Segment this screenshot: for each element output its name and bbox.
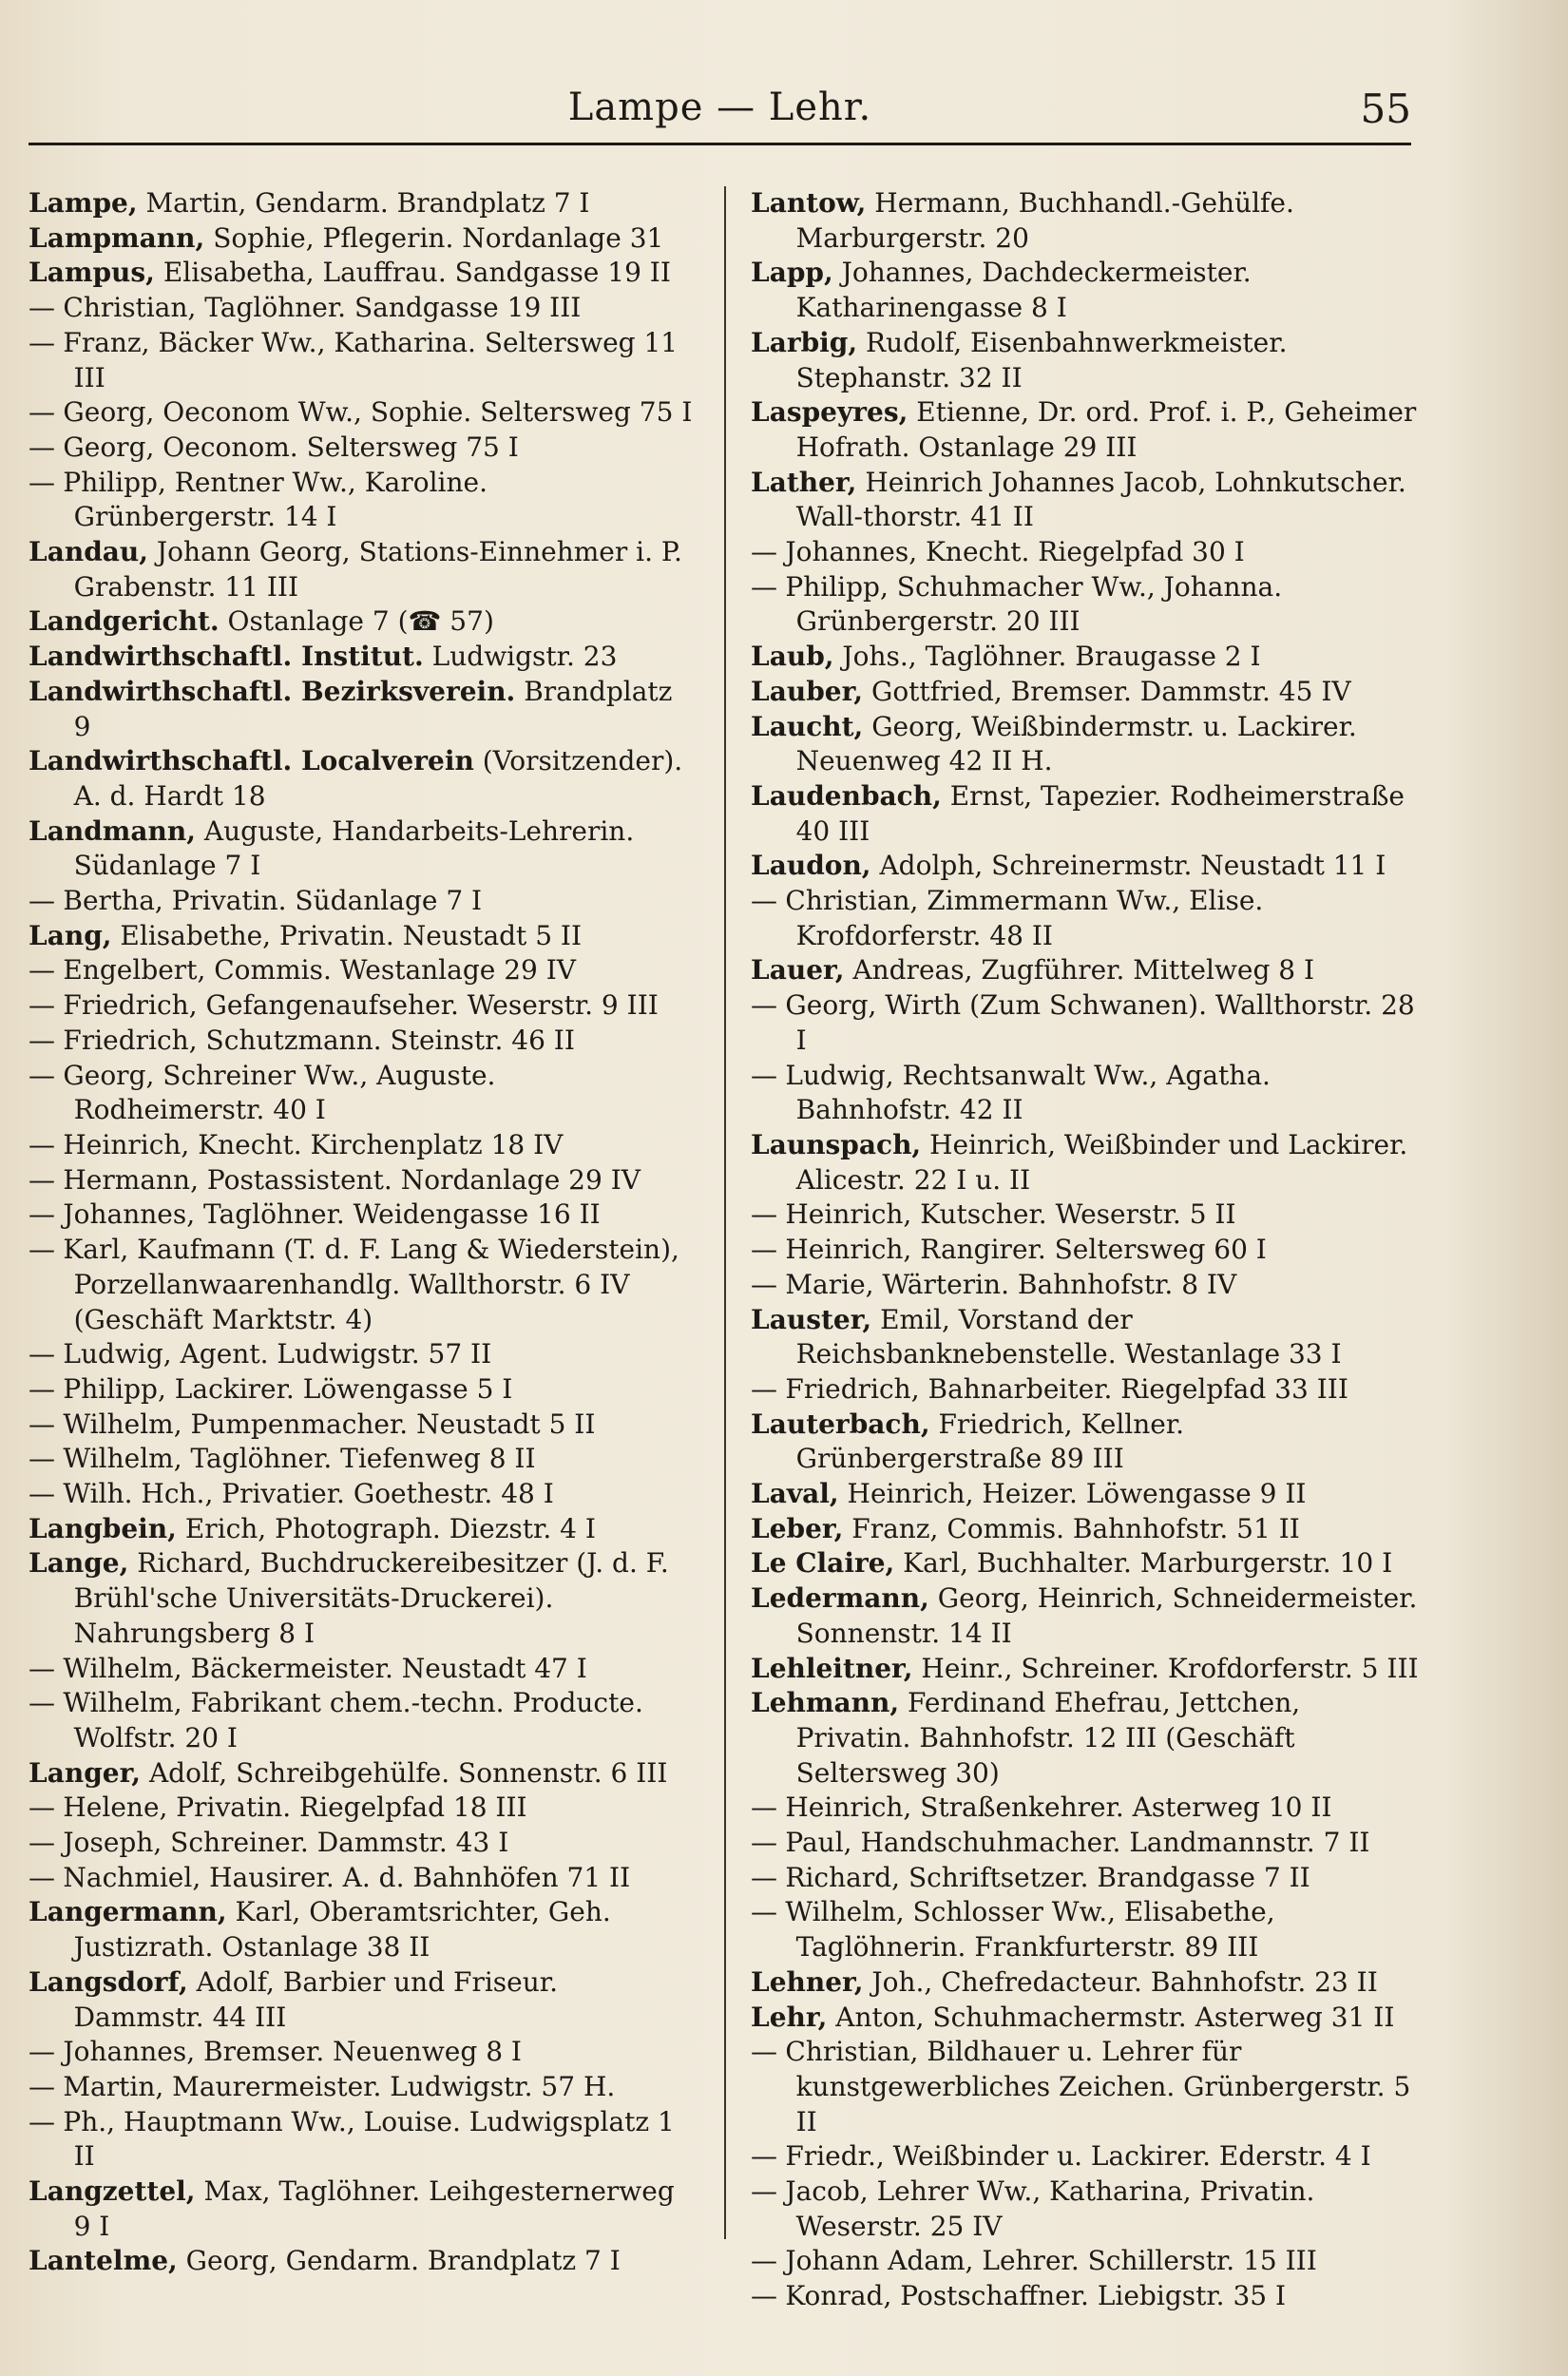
entry-details: Richard, Buchdruckereibesitzer (J. d. F. Brühl'sche Universitäts-Druckerei). Nahrungsberg 8 I (73, 1547, 669, 1649)
directory-entry (751, 535, 1421, 570)
entry-repeat-dash: — (29, 1792, 55, 1824)
directory-entry (29, 1652, 694, 1687)
entry-details: Wilhelm, Fabrikant chem.-techn. Producte. Wolfstr. 20 I (63, 1687, 643, 1753)
entry-surname: Lampe, (29, 187, 138, 219)
entry-repeat-dash: — (29, 1687, 55, 1719)
directory-entry (751, 1546, 1421, 1581)
directory-entry (751, 884, 1421, 953)
entry-details: Joh., Chefredacteur. Bahnhofstr. 23 II (871, 1965, 1378, 1998)
entry-details: Franz, Bäcker Ww., Katharina. Seltersweg 11 III (63, 326, 679, 393)
entry-surname: Lantow, (751, 187, 867, 219)
directory-entry (29, 1686, 694, 1755)
entry-details: Rudolf, Eisenbahnwerkmeister. Stephanstr. 32 II (795, 326, 1288, 393)
directory-entry (751, 395, 1421, 465)
directory-entry (751, 1581, 1421, 1651)
entry-details: Karl, Buchhalter. Marburgerstr. 10 I (903, 1547, 1393, 1580)
entry-details: Friedr., Weißbinder u. Lackirer. Ederstr. 4 I (785, 2140, 1371, 2173)
entry-details: Richard, Schriftsetzer. Brandgasse 7 II (785, 1861, 1310, 1893)
directory-entry (29, 1442, 694, 1477)
entry-details: Heinr., Schreiner. Krofdorferstr. 5 III (921, 1652, 1419, 1684)
entry-details: Heinrich Johannes Jacob, Lohnkutscher. Wall-thorstr. 41 II (795, 466, 1406, 533)
entry-repeat-dash: — (29, 1861, 55, 1893)
directory-entry (29, 1372, 694, 1408)
entry-repeat-dash: — (751, 989, 777, 1022)
entry-surname: Laudon, (751, 850, 871, 882)
directory-entry (751, 466, 1421, 535)
directory-entry (751, 1372, 1421, 1408)
entry-surname: Laspeyres, (751, 396, 908, 429)
directory-entry (29, 1826, 694, 1861)
directory-entry (29, 1128, 694, 1163)
entry-repeat-dash: — (29, 1408, 55, 1440)
directory-entry (751, 1059, 1421, 1128)
entry-details: Andreas, Zugführer. Mittelweg 8 I (852, 954, 1315, 987)
entry-details: Heinrich, Rangirer. Seltersweg 60 I (785, 1234, 1267, 1266)
entry-details: Joseph, Schreiner. Dammstr. 43 I (63, 1827, 509, 1859)
entry-details: Georg, Oeconom. Seltersweg 75 I (63, 431, 519, 463)
entry-details: Georg, Heinrich, Schneidermeister. Sonnenstr. 14 II (795, 1582, 1418, 1649)
directory-entry (29, 1861, 694, 1896)
entry-details: Georg, Wirth (Zum Schwanen). Wallthorstr. 28 I (785, 989, 1415, 1056)
entry-details: Paul, Handschuhmacher. Landmannstr. 7 II (785, 1827, 1370, 1859)
entry-details: Etienne, Dr. ord. Prof. i. P., Geheimer Hofrath. Ostanlage 29 III (795, 396, 1417, 463)
entry-details: Auguste, Handarbeits-Lehrerin. Südanlage 7 I (73, 814, 635, 882)
entry-repeat-dash: — (751, 2036, 777, 2068)
entry-surname: Lange, (29, 1547, 129, 1580)
entry-repeat-dash: — (29, 1198, 55, 1231)
entry-details: Georg, Oeconom Ww., Sophie. Seltersweg 75 I (63, 396, 693, 429)
entry-repeat-dash: — (29, 466, 55, 498)
entry-surname: Langermann, (29, 1896, 227, 1928)
entry-surname: Lapp, (751, 257, 833, 289)
entry-details: Adolf, Schreibgehülfe. Sonnenstr. 6 III (148, 1756, 668, 1789)
entry-details: Adolph, Schreinermstr. Neustadt 11 I (879, 850, 1386, 882)
entry-surname: Landwirthschaftl. Institut. (29, 641, 424, 673)
entry-repeat-dash: — (29, 2105, 55, 2137)
entry-details: Johannes, Bremser. Neuenweg 8 I (63, 2036, 522, 2068)
entry-repeat-dash: — (29, 1128, 55, 1160)
entry-details: Sophie, Pflegerin. Nordanlage 31 (213, 221, 664, 254)
directory-entry (29, 1546, 694, 1651)
entry-repeat-dash: — (29, 1478, 55, 1510)
entry-details: Johannes, Knecht. Riegelpfad 30 I (785, 536, 1245, 568)
directory-entry (29, 1791, 694, 1826)
entry-repeat-dash: — (29, 1059, 55, 1091)
entry-surname: Laval, (751, 1478, 839, 1510)
entry-details: Karl, Kaufmann (T. d. F. Lang & Wiederstein), Porzellanwaarenhandlg. Wallthorstr. 6 IV (Geschäft Marktstr. 4) (63, 1234, 679, 1335)
entry-repeat-dash: — (29, 326, 55, 358)
entry-repeat-dash: — (29, 1234, 55, 1266)
directory-entry (751, 1128, 1421, 1198)
directory-entry (29, 884, 694, 919)
entry-details: Friedrich, Kellner. Grünbergerstraße 89 III (795, 1408, 1185, 1475)
entry-details: Max, Taglöhner. Leihgesternerweg 9 I (73, 2175, 675, 2242)
entry-details: Wilhelm, Taglöhner. Tiefenweg 8 II (63, 1443, 536, 1475)
directory-entry (751, 1408, 1421, 1477)
directory-entry (751, 256, 1421, 325)
directory-entry (751, 326, 1421, 395)
directory-entry (29, 814, 694, 884)
entry-details: Bertha, Privatin. Südanlage 7 I (63, 885, 483, 917)
entry-details: Hermann, Postassistent. Nordanlage 29 IV (63, 1163, 641, 1196)
entry-surname: Langer, (29, 1756, 142, 1789)
directory-entry (751, 1861, 1421, 1896)
entry-repeat-dash: — (29, 1372, 55, 1405)
entry-details: Engelbert, Commis. Westanlage 29 IV (63, 954, 577, 987)
entry-details: Johannes, Dachdeckermeister. Katharinengasse 8 I (795, 257, 1252, 324)
entry-surname: Ledermann, (751, 1582, 929, 1615)
entry-surname: Landgericht. (29, 605, 220, 638)
directory-entry (751, 2279, 1421, 2314)
left-column (29, 186, 694, 2279)
entry-surname: Lauterbach, (751, 1408, 930, 1440)
directory-entry (29, 744, 694, 814)
entry-repeat-dash: — (29, 2070, 55, 2102)
entry-details: Christian, Zimmermann Ww., Elise. Krofdorferstr. 48 II (785, 885, 1264, 951)
entry-details: Elisabethe, Privatin. Neustadt 5 II (120, 919, 583, 951)
directory-entry (29, 675, 694, 744)
directory-entry (29, 1198, 694, 1233)
entry-repeat-dash: — (29, 2036, 55, 2068)
directory-entry (751, 675, 1421, 710)
directory-entry (29, 395, 694, 431)
entry-details: Johann Georg, Stations-Einnehmer i. P. Grabenstr. 11 III (73, 536, 682, 603)
directory-entry (751, 2035, 1421, 2139)
entry-repeat-dash: — (751, 1234, 777, 1266)
directory-entry (29, 2035, 694, 2070)
entry-details: Georg, Gendarm. Brandplatz 7 I (185, 2245, 621, 2277)
entry-details: Franz, Commis. Bahnhofstr. 51 II (851, 1512, 1300, 1544)
directory-entry (29, 604, 694, 640)
entry-surname: Landwirthschaftl. Localverein (29, 745, 474, 777)
directory-entry (29, 1895, 694, 1964)
entry-surname: Lauber, (751, 675, 864, 707)
entry-repeat-dash: — (29, 1024, 55, 1056)
directory-entry (751, 2244, 1421, 2279)
directory-entry (751, 1303, 1421, 1372)
entry-details: Marie, Wärterin. Bahnhofstr. 8 IV (785, 1268, 1237, 1300)
entry-details: Wilh. Hch., Privatier. Goethestr. 48 I (63, 1478, 554, 1510)
entry-surname: Le Claire, (751, 1547, 895, 1580)
entry-surname: Leber, (751, 1512, 844, 1544)
directory-entry (751, 1477, 1421, 1512)
entry-repeat-dash: — (751, 885, 777, 917)
entry-details: Emil, Vorstand der Reichsbanknebenstelle. Westanlage 33 I (795, 1303, 1342, 1370)
entry-repeat-dash: — (29, 1827, 55, 1859)
entry-repeat-dash: — (751, 536, 777, 568)
entry-repeat-dash: — (751, 1268, 777, 1300)
directory-entry (29, 919, 694, 954)
entry-details: Philipp, Schuhmacher Ww., Johanna. Grünbergerstr. 20 III (785, 570, 1283, 638)
entry-details: Martin, Maurermeister. Ludwigstr. 57 H. (63, 2070, 616, 2102)
directory-entry (29, 988, 694, 1024)
directory-entry (751, 1268, 1421, 1303)
entry-details: Helene, Privatin. Riegelpfad 18 III (63, 1792, 527, 1824)
directory-entry (751, 2175, 1421, 2244)
directory-entry (751, 186, 1421, 256)
entry-details: Heinrich, Knecht. Kirchenplatz 18 IV (63, 1128, 564, 1160)
entry-repeat-dash: — (751, 1827, 777, 1859)
entry-repeat-dash: — (751, 1372, 777, 1405)
directory-entry (29, 256, 694, 291)
entry-repeat-dash: — (751, 1792, 777, 1824)
entry-repeat-dash: — (29, 1163, 55, 1196)
entry-details: Wilhelm, Bäckermeister. Neustadt 47 I (63, 1652, 587, 1684)
entry-details: Heinrich, Heizer. Löwengasse 9 II (847, 1478, 1307, 1510)
entry-surname: Landmann, (29, 814, 196, 847)
directory-entry (29, 1965, 694, 2035)
directory-entry (751, 2139, 1421, 2175)
entry-details: Friedrich, Gefangenaufseher. Weserstr. 9 III (63, 989, 659, 1022)
entry-surname: Landau, (29, 536, 149, 568)
entry-details: Philipp, Rentner Ww., Karoline. Grünbergerstr. 14 I (63, 466, 488, 533)
entry-repeat-dash: — (29, 1338, 55, 1370)
directory-entry (751, 570, 1421, 640)
entry-details: Ferdinand Ehefrau, Jettchen, Privatin. Bahnhofstr. 12 III (Geschäft Seltersweg 30) (795, 1687, 1301, 1789)
directory-entry (751, 988, 1421, 1058)
directory-entry (751, 1895, 1421, 1964)
directory-entry (29, 1059, 694, 1128)
directory-entry (29, 221, 694, 257)
directory-entry (29, 2244, 694, 2279)
directory-entry (29, 2070, 694, 2105)
entry-details: Martin, Gendarm. Brandplatz 7 I (145, 187, 590, 219)
directory-entry (29, 1163, 694, 1198)
directory-entry (29, 1756, 694, 1792)
entry-details: Georg, Schreiner Ww., Auguste. Rodheimerstr. 40 I (63, 1059, 496, 1126)
right-column (751, 186, 1421, 2314)
entry-details: Nachmiel, Hausirer. A. d. Bahnhöfen 71 II (63, 1861, 631, 1893)
directory-entry (751, 849, 1421, 884)
entry-surname: Lehmann, (751, 1687, 900, 1719)
entry-repeat-dash: — (29, 431, 55, 463)
entry-surname: Langbein, (29, 1512, 177, 1544)
entry-repeat-dash: — (751, 570, 777, 603)
entry-details: Gottfried, Bremser. Dammstr. 45 IV (870, 675, 1351, 707)
entry-details: Adolf, Barbier und Friseur. Dammstr. 44 III (73, 1965, 558, 2033)
entry-details: Georg, Weißbindermstr. u. Lackirer. Neuenweg 42 II H. (795, 710, 1357, 777)
entry-surname: Lehleitner, (751, 1652, 913, 1684)
directory-entry (29, 1233, 694, 1337)
entry-repeat-dash: — (751, 1861, 777, 1893)
directory-entry (29, 640, 694, 675)
directory-entry (751, 1652, 1421, 1687)
entry-repeat-dash: — (29, 396, 55, 429)
entry-surname: Lang, (29, 919, 112, 951)
entry-repeat-dash: — (751, 1198, 777, 1231)
entry-repeat-dash: — (29, 292, 55, 324)
entry-surname: Lauer, (751, 954, 845, 987)
directory-entry (751, 1791, 1421, 1826)
directory-entry (751, 1233, 1421, 1268)
directory-entry (29, 1512, 694, 1547)
column-divider (724, 186, 726, 2239)
entry-details: Wilhelm, Pumpenmacher. Neustadt 5 II (63, 1408, 596, 1440)
directory-entry (29, 1024, 694, 1059)
entry-details: Friedrich, Schutzmann. Steinstr. 46 II (63, 1024, 575, 1056)
entry-repeat-dash: — (29, 885, 55, 917)
entry-details: Wilhelm, Schlosser Ww., Elisabethe, Taglöhnerin. Frankfurterstr. 89 III (785, 1896, 1275, 1964)
entry-details: Karl, Oberamtsrichter, Geh. Justizrath. Ostanlage 38 II (73, 1896, 611, 1964)
directory-entry (751, 1512, 1421, 1547)
directory-entry (751, 1826, 1421, 1861)
directory-entry (751, 1686, 1421, 1791)
entry-repeat-dash: — (751, 2140, 777, 2173)
entry-details: Christian, Bildhauer u. Lehrer für kunstgewerbliches Zeichen. Grünbergerstr. 5 II (785, 2036, 1411, 2137)
entry-details: Hermann, Buchhandl.-Gehülfe. Marburgerstr. 20 (795, 187, 1294, 254)
entry-details: Johannes, Taglöhner. Weidengasse 16 II (63, 1198, 601, 1231)
entry-surname: Lather, (751, 466, 857, 498)
entry-surname: Laub, (751, 641, 834, 673)
entry-repeat-dash: — (751, 1896, 777, 1928)
page-number: 55 (1360, 86, 1411, 132)
entry-surname: Langsdorf, (29, 1965, 188, 1998)
directory-entry (29, 1477, 694, 1512)
directory-entry (29, 535, 694, 604)
entry-details: Ernst, Tapezier. Rodheimerstraße 40 III (795, 779, 1405, 847)
entry-surname: Lehner, (751, 1965, 864, 1998)
entry-details: Ludwig, Rechtsanwalt Ww., Agatha. Bahnhofstr. 42 II (785, 1059, 1271, 1126)
entry-details: Jacob, Lehrer Ww., Katharina, Privatin. Weserstr. 25 IV (785, 2175, 1315, 2242)
entry-details: Heinrich, Weißbinder und Lackirer. Alicestr. 22 I u. II (795, 1128, 1408, 1196)
entry-details: Johann Adam, Lehrer. Schillerstr. 15 III (785, 2245, 1317, 2277)
entry-details: Johs., Taglöhner. Braugasse 2 I (842, 641, 1261, 673)
directory-entry (29, 1337, 694, 1372)
directory-entry (751, 1198, 1421, 1233)
page-title: Lampe — Lehr. (567, 86, 872, 129)
directory-entry (751, 779, 1421, 849)
entry-repeat-dash: — (29, 1443, 55, 1475)
entry-details: Brandplatz 9 (73, 675, 673, 742)
entry-details: Heinrich, Straßenkehrer. Asterweg 10 II (785, 1792, 1332, 1824)
directory-entry (751, 1965, 1421, 2001)
entry-surname: Larbig, (751, 326, 858, 358)
page-header (29, 74, 1411, 141)
directory-entry (29, 2105, 694, 2175)
directory-entry (751, 953, 1421, 988)
directory-entry (29, 1408, 694, 1443)
entry-repeat-dash: — (29, 989, 55, 1022)
entry-surname: Launspach, (751, 1128, 922, 1160)
entry-repeat-dash: — (29, 1652, 55, 1684)
entry-repeat-dash: — (751, 2175, 777, 2208)
entry-details: (Vorsitzender). A. d. Hardt 18 (73, 745, 683, 812)
entry-surname: Lantelme, (29, 2245, 178, 2277)
entry-details: Ludwig, Agent. Ludwigstr. 57 II (63, 1338, 492, 1370)
entry-surname: Lampmann, (29, 221, 205, 254)
entry-repeat-dash: — (751, 2280, 777, 2312)
entry-surname: Lehr, (751, 2001, 828, 2033)
entry-surname: Laucht, (751, 710, 864, 742)
entry-details: Anton, Schuhmachermstr. Asterweg 31 II (835, 2001, 1395, 2033)
entry-details: Heinrich, Kutscher. Weserstr. 5 II (785, 1198, 1236, 1231)
directory-entry (29, 291, 694, 326)
entry-repeat-dash: — (751, 1059, 777, 1091)
directory-entry (29, 431, 694, 466)
directory-entry (29, 466, 694, 535)
entry-surname: Landwirthschaftl. Bezirksverein. (29, 675, 516, 707)
entry-repeat-dash: — (751, 2245, 777, 2277)
entry-details: Ph., Hauptmann Ww., Louise. Ludwigsplatz 1 II (63, 2105, 675, 2173)
directory-entry (29, 2175, 694, 2244)
directory-entry (29, 326, 694, 395)
directory-entry (751, 2001, 1421, 2036)
entry-repeat-dash: — (29, 954, 55, 987)
entry-details: Christian, Taglöhner. Sandgasse 19 III (63, 292, 582, 324)
header-rule (29, 143, 1411, 145)
entry-surname: Lampus, (29, 257, 155, 289)
entry-details: Friedrich, Bahnarbeiter. Riegelpfad 33 III (785, 1372, 1348, 1405)
directory-entry (751, 710, 1421, 779)
entry-surname: Langzettel, (29, 2175, 196, 2208)
entry-surname: Lauster, (751, 1303, 872, 1335)
entry-details: Elisabetha, Lauffrau. Sandgasse 19 II (163, 257, 671, 289)
entry-surname: Laudenbach, (751, 779, 942, 812)
entry-details: Konrad, Postschaffner. Liebigstr. 35 I (785, 2280, 1287, 2312)
directory-entry (29, 953, 694, 988)
directory-entry (751, 640, 1421, 675)
entry-details: Ostanlage 7 (☎ 57) (227, 605, 494, 638)
entry-details: Ludwigstr. 23 (431, 641, 618, 673)
directory-entry (29, 186, 694, 221)
entry-details: Erich, Photograph. Diezstr. 4 I (184, 1512, 596, 1544)
entry-details: Philipp, Lackirer. Löwengasse 5 I (63, 1372, 513, 1405)
